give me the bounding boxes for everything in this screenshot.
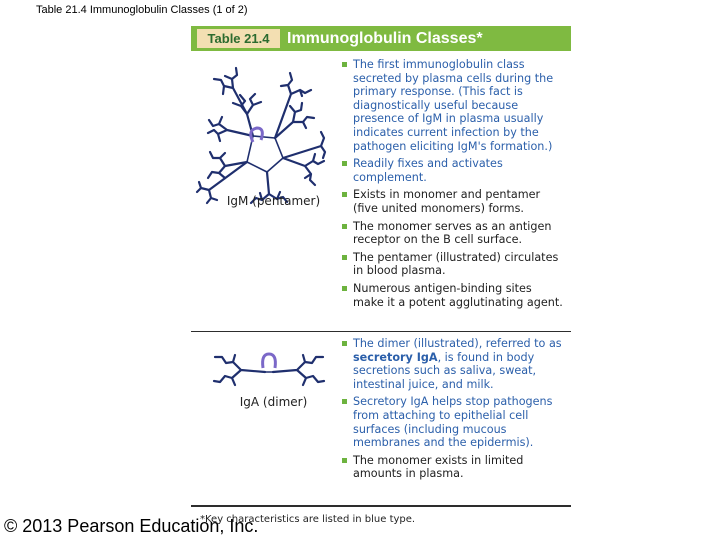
- bullet-icon: [342, 399, 347, 404]
- row-divider: [191, 331, 571, 332]
- igm-point-text: Readily fixes and activates complement.: [353, 157, 503, 184]
- copyright-notice: © 2013 Pearson Education, Inc.: [4, 516, 259, 536]
- igm-point: [340, 220, 566, 247]
- bullet-icon: [342, 458, 347, 463]
- igm-caption: IgM (pentamer): [226, 194, 321, 208]
- igm-point-text: Numerous antigen-binding sites make it a potent agglutinating agent.: [353, 281, 563, 309]
- iga-point-text: The monomer exists in limited amounts in plasma.: [353, 453, 524, 481]
- table-bottom-rule: [191, 505, 571, 507]
- bullet-icon: [342, 161, 347, 166]
- igm-point: [340, 157, 566, 184]
- iga-point-text-after: , is found in body secretions such as saliva, sweat, intestinal juice, and milk.: [353, 350, 537, 391]
- table-number-tag: Table 21.4: [197, 29, 280, 48]
- igm-point-text: The monomer serves as an antigen receptor on the B cell surface.: [353, 219, 552, 247]
- iga-point: [340, 337, 566, 391]
- iga-point: [340, 395, 566, 449]
- igm-point: [340, 251, 566, 278]
- bullet-icon: [342, 286, 347, 291]
- igm-point: [340, 282, 566, 309]
- igm-pentamer-diagram: [191, 54, 336, 209]
- immunoglobulin-table: [191, 26, 571, 508]
- secretory-iga-term: secretory IgA: [353, 350, 438, 364]
- igm-characteristics: [340, 58, 566, 313]
- iga-point-text-before: The dimer (illustrated), referred to as: [353, 337, 562, 350]
- iga-point: [340, 454, 566, 481]
- igm-point-text: The pentamer (illustrated) circulates in blood plasma.: [353, 250, 559, 278]
- bullet-icon: [342, 224, 347, 229]
- footnote: *Key characteristics are listed in blue type.: [200, 514, 416, 525]
- table-header: [191, 26, 571, 51]
- iga-caption: IgA (dimer): [239, 395, 308, 409]
- bullet-icon: [342, 341, 347, 346]
- igm-point-text: Exists in monomer and pentamer (five united monomers) forms.: [353, 188, 541, 215]
- igm-point-text: The first immunoglobulin class secreted by plasma cells during the primary response. (This fact is diagnostically useful because presence of IgM in plasma usually indicates current infection by the pathogen eliciting IgM's formation.): [353, 58, 554, 153]
- iga-characteristics: [340, 337, 566, 485]
- igm-point: [340, 58, 566, 153]
- bullet-icon: [342, 192, 347, 197]
- bullet-icon: [342, 255, 347, 260]
- iga-dimer-diagram: [201, 338, 331, 393]
- iga-point-text: Secretory IgA helps stop pathogens from attaching to epithelial cell surfaces (including mucous membranes and the epidermis).: [353, 395, 553, 450]
- bullet-icon: [342, 62, 347, 67]
- slide-title: Table 21.4 Immunoglobulin Classes (1 of 2): [36, 4, 248, 16]
- table-title: Immunoglobulin Classes*: [287, 30, 483, 47]
- igm-point: [340, 188, 566, 215]
